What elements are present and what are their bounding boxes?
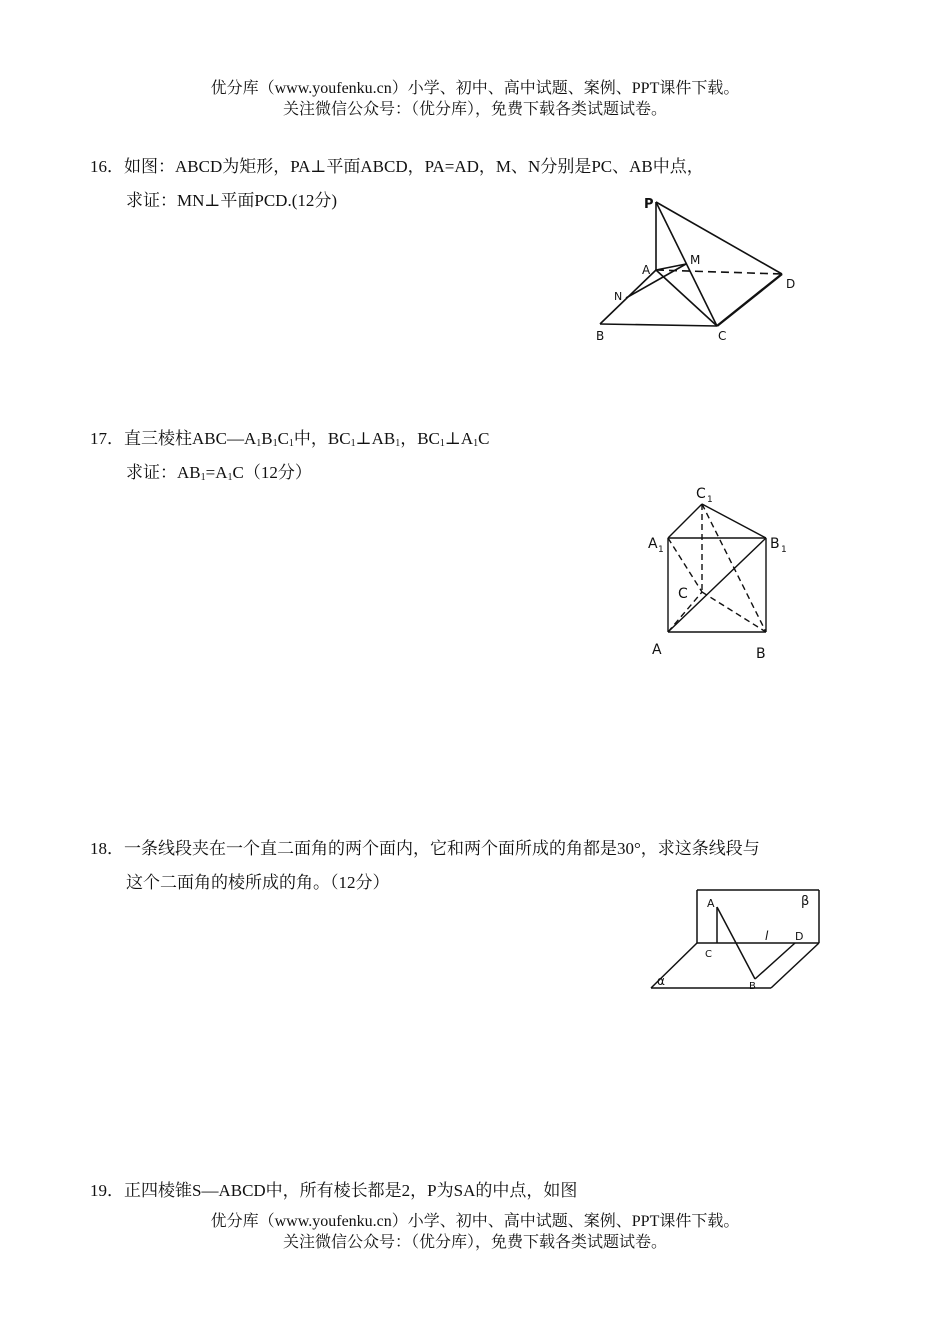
footer-line-2: 关注微信公众号：（优分库），免费下载各类试题试卷。 xyxy=(282,1234,667,1251)
label-a1: A xyxy=(648,536,658,552)
q18-line-1: 18．一条线段夹在一个直二面角的两个面内，它和两个面所成的角都是30°，求这条线段与 xyxy=(90,839,760,858)
q17-line-2: 求证：$AB_1=A_1C(12$分） xyxy=(126,463,312,483)
edge-pc xyxy=(656,202,717,326)
diagonal-bc1 xyxy=(702,504,766,632)
header-line-2: 关注微信公众号：（优分库），免费下载各类试题试卷。 xyxy=(282,101,667,118)
label-a1-sub: 1 xyxy=(658,545,664,555)
label-alpha: α xyxy=(657,974,665,988)
edge-ac xyxy=(656,270,717,326)
edge-a1c1 xyxy=(668,504,702,538)
q18-figure xyxy=(645,885,830,1000)
label-d: D xyxy=(786,277,796,291)
label-l: l xyxy=(765,929,769,943)
label-c1: C xyxy=(696,486,706,502)
header-line-1: 优分库（www.youfenku.cn）小学、初中、高中试题、案例、PPT课件下载。 xyxy=(210,80,740,97)
label-a: A xyxy=(652,642,662,658)
q17-line-1: 17．直三棱柱$ABC—A_1B_1C_1$中，$BC_1\perp AB_1$，$BC_1\perp A_1C$ xyxy=(90,429,490,449)
label-b: B xyxy=(756,646,766,662)
label-p: P xyxy=(644,197,654,212)
q17-figure xyxy=(640,480,810,670)
diagonal-a1c xyxy=(668,538,702,592)
label-b1: B xyxy=(770,536,780,552)
label-n: N xyxy=(614,290,623,303)
label-m: M xyxy=(690,253,701,267)
plane-alpha-right xyxy=(771,943,819,988)
label-c: C xyxy=(718,329,727,343)
label-c: C xyxy=(678,586,688,602)
q19-line-1: 19．正四棱锥S—ABCD中，所有棱长都是2，P为SA的中点，如图 xyxy=(90,1181,578,1200)
q16-line-1: 16．如图：ABCD为矩形，PA⊥平面ABCD，PA=AD，M、N分别是PC、AB中点， xyxy=(90,157,704,176)
q18-line-2: 这个二面角的棱所成的角。（12分） xyxy=(126,873,390,892)
q16-figure xyxy=(590,190,810,350)
edge-pd xyxy=(656,202,782,274)
edge-bc xyxy=(600,324,717,326)
label-b: B xyxy=(749,981,756,992)
edge-cd xyxy=(717,274,782,326)
label-a: A xyxy=(707,897,715,910)
edge-c1b1 xyxy=(702,504,766,538)
footer-line-1: 优分库（www.youfenku.cn）小学、初中、高中试题、案例、PPT课件下载。 xyxy=(210,1213,740,1230)
label-c: C xyxy=(705,949,712,960)
label-b: B xyxy=(596,329,605,343)
segment-bd xyxy=(755,943,795,979)
label-b1-sub: 1 xyxy=(781,545,787,555)
label-beta: β xyxy=(801,894,810,909)
label-d: D xyxy=(795,930,804,943)
diagonal-ab1 xyxy=(668,538,766,632)
q16-line-2: 求证：MN⊥平面PCD.(12分) xyxy=(126,191,338,210)
label-a: A xyxy=(642,263,651,277)
label-c1-sub: 1 xyxy=(707,495,713,505)
